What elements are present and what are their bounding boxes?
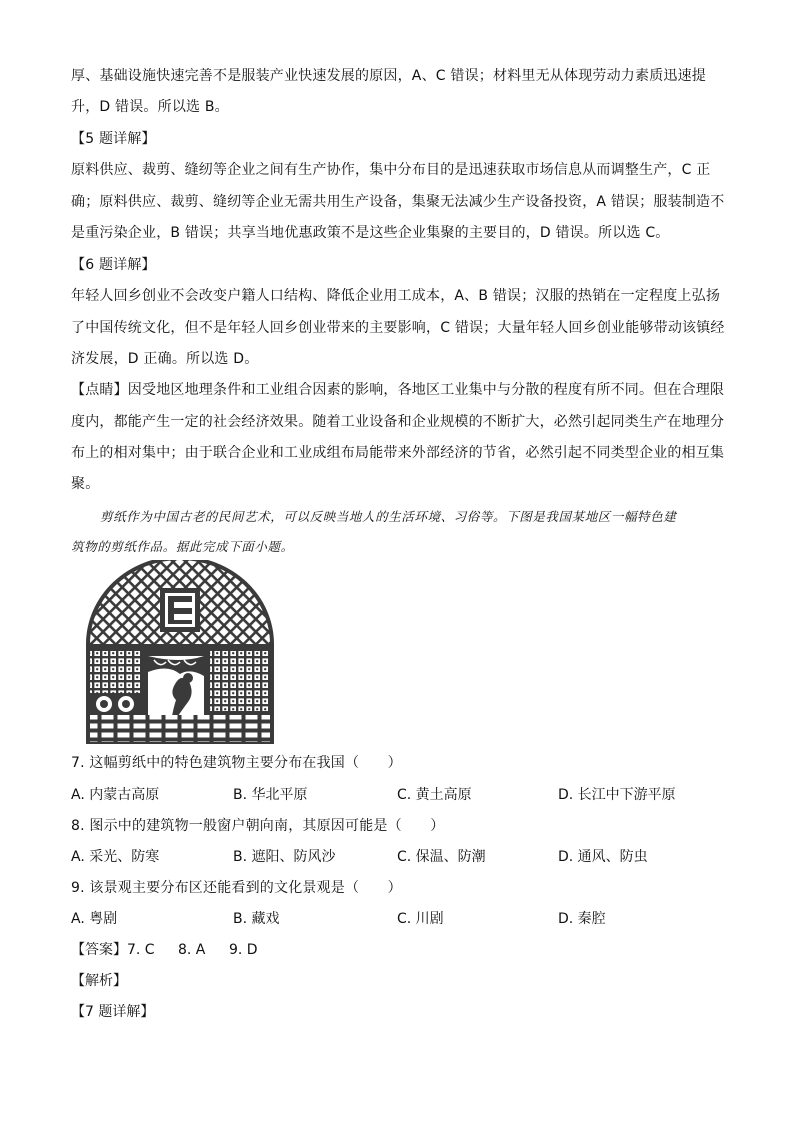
- paragraph-line: 升，D 错误。所以选 B。: [71, 99, 229, 115]
- option-9b[interactable]: B. 藏戏: [233, 911, 280, 927]
- answer-item: 9. D: [229, 942, 258, 958]
- tip-line: 度内，都能产生一定的社会经济效果。随着工业设备和企业规模的不断扩大，必然引起同类生产在地理分: [71, 414, 725, 430]
- section-heading-5: 【5 题详解】: [71, 131, 156, 147]
- option-8d[interactable]: D. 通风、防虫: [558, 849, 648, 865]
- question-stem-9: 9. 该景观主要分布区还能看到的文化景观是（ ）: [71, 880, 402, 896]
- option-8b[interactable]: B. 遮阳、防风沙: [233, 849, 336, 865]
- analysis-label: 【解析】: [71, 973, 127, 989]
- option-7b[interactable]: B. 华北平原: [233, 787, 308, 803]
- paragraph-line: 了中国传统文化，但不是年轻人回乡创业带来的主要影响，C 错误；大量年轻人回乡创业能够带动该镇经: [71, 320, 725, 336]
- answer-item: 7. C: [127, 942, 155, 958]
- tip-line: 聚。: [71, 476, 100, 492]
- option-7d[interactable]: D. 长江中下游平原: [558, 787, 676, 803]
- option-8c[interactable]: C. 保温、防潮: [397, 849, 486, 865]
- option-9c[interactable]: C. 川剧: [397, 911, 444, 927]
- paragraph-line: 年轻人回乡创业不会改变户籍人口结构、降低企业用工成本，A、B 错误；汉服的热销在一定程度上弘扬: [71, 288, 721, 304]
- section-heading-7: 【7 题详解】: [71, 1004, 155, 1020]
- intro-line: 筑物的剪纸作品。据此完成下面小题。: [71, 539, 294, 554]
- answer-label: 【答案】: [71, 942, 127, 958]
- option-9a[interactable]: A. 粤剧: [71, 911, 118, 927]
- paragraph-line: 厚、基础设施快速完善不是服装产业快速发展的原因，A、C 错误；材料里无从体现劳动力素质迅速提: [71, 68, 706, 84]
- question-stem-7: 7. 这幅剪纸中的特色建筑物主要分布在我国（ ）: [71, 755, 402, 771]
- paragraph-line: 确；原料供应、裁剪、缝纫等企业无需共用生产设备，集聚无法减少生产设备投资，A 错误；服装制造不: [71, 194, 725, 210]
- tip-line: 【点睛】因受地区地理条件和工业组合因素的影响，各地区工业集中与分散的程度有所不同。但在合理限: [71, 382, 725, 398]
- paper-cut-cave-dwelling-image: [84, 560, 276, 744]
- answer-item: 8. A: [178, 942, 206, 958]
- tip-line: 布上的相对集中；由于联合企业和工业成组布局能带来外部经济的节省，必然引起不同类型企业的相互集: [71, 445, 725, 461]
- intro-line: 剪纸作为中国古老的民间艺术，可以反映当地人的生活环境、习俗等。下图是我国某地区一幅特色建: [100, 509, 677, 524]
- paragraph-line: 原料供应、裁剪、缝纫等企业之间有生产协作，集中分布目的是迅速获取市场信息从而调整生产，C 正: [71, 162, 711, 178]
- option-7a[interactable]: A. 内蒙古高原: [71, 787, 160, 803]
- paragraph-line: 济发展，D 正确。所以选 D。: [71, 351, 259, 367]
- paragraph-line: 是重污染企业，B 错误；共享当地优惠政策不是这些企业集聚的主要目的，D 错误。所以选 C。: [71, 225, 670, 241]
- question-stem-8: 8. 图示中的建筑物一般窗户朝向南，其原因可能是（ ）: [71, 818, 445, 834]
- option-8a[interactable]: A. 采光、防寒: [71, 849, 160, 865]
- option-7c[interactable]: C. 黄土高原: [397, 787, 472, 803]
- section-heading-6: 【6 题详解】: [71, 257, 156, 273]
- option-9d[interactable]: D. 秦腔: [558, 911, 606, 927]
